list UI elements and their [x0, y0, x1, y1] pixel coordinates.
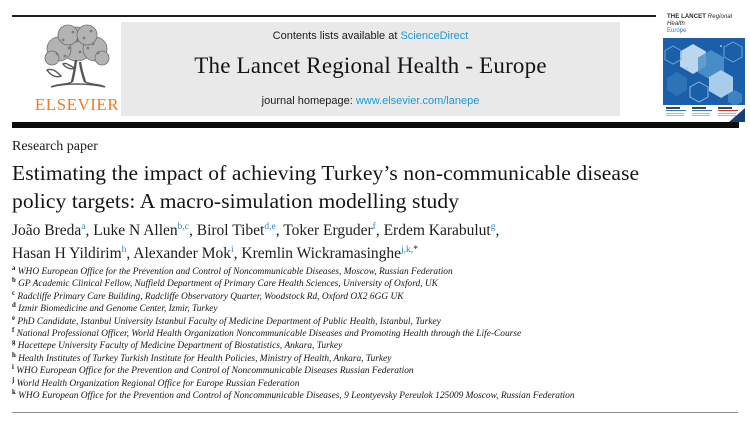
author-affiliation-superscript: j,k,* — [401, 244, 418, 255]
affiliation-superscript: d — [12, 302, 16, 310]
cover-footer-columns — [663, 105, 745, 122]
affiliation-row: $^i$ WHO European Office for the Prevention and Control of Noncommunicable Diseases Russian Federation — [12, 364, 414, 377]
affiliation-superscript: j — [12, 376, 15, 384]
author-name: Kremlin Wickramasinghe$^{j,k,*}$ — [241, 244, 418, 262]
header-top-rule — [12, 15, 656, 17]
affiliation-row: $^a$ WHO European Office for the Prevention and Control of Noncommunicable Diseases, Moscow, Russian Federation — [12, 264, 453, 277]
journal-cover-thumbnail[interactable] — [663, 10, 745, 122]
affiliation-superscript: i — [12, 364, 14, 372]
author-affiliation-superscript: d,e — [264, 221, 276, 232]
author-affiliation-superscript: h — [121, 244, 127, 255]
elsevier-wordmark: ELSEVIER — [34, 95, 120, 114]
elsevier-logo[interactable] — [34, 22, 120, 115]
cover-hexagon-art — [663, 38, 745, 105]
contents-line-text: Contents lists available at — [272, 30, 401, 42]
header-divider-bar — [12, 122, 739, 128]
article-type-label: Research paper — [12, 139, 98, 154]
cover-region-label: Europe — [667, 27, 687, 34]
author-name: Luke N Allen$^{b,c}$ — [93, 221, 189, 239]
affiliation-superscript: h — [12, 351, 16, 359]
homepage-line — [121, 95, 620, 107]
affiliation-row: $^j$ World Health Organization Regional Office for Europe Russian Federation — [12, 376, 300, 389]
affiliation-superscript: b — [12, 277, 16, 285]
author-list: João Breda$^a$, Luke N Allen$^{b,c}$, Birol Tibet$^{d,e}$, Toker Erguder$^f$, Erdem Karabulut$^g$, Hasan H Yildirim$^h$, Alexander Mok$^i$, Kremlin Wickramasinghe$^{j,k,*}$ — [12, 221, 500, 262]
contents-line — [121, 22, 620, 42]
author-name: Birol Tibet$^{d,e}$ — [196, 221, 276, 239]
affiliation-superscript: f — [12, 326, 15, 334]
affiliation-superscript: a — [12, 264, 16, 272]
author-name: Toker Erguder$^f$ — [283, 221, 376, 239]
corresponding-author-asterisk: * — [413, 244, 418, 255]
affiliation-superscript: c — [12, 289, 16, 297]
author-affiliation-superscript: i — [231, 244, 234, 255]
affiliation-row: $^d$ Izmir Biomedicine and Genome Center, Izmir, Turkey — [12, 302, 218, 315]
author-affiliation-superscript: g — [490, 221, 496, 232]
section-divider-rule — [12, 412, 738, 413]
affiliation-superscript: k — [12, 388, 16, 396]
affiliation-superscript: g — [12, 339, 16, 347]
affiliation-row: $^h$ Health Institutes of Turkey Turkish Institute for Health Policies, Ministry of Health, Ankara, Turkey — [12, 351, 392, 364]
author-name: Alexander Mok$^i$ — [133, 244, 234, 262]
affiliation-superscript: e — [12, 314, 16, 322]
sciencedirect-link[interactable]: ScienceDirect — [400, 30, 469, 42]
cover-corner-triangle — [729, 108, 745, 122]
cover-title: THE LANCET Regional Health — [667, 14, 733, 27]
affiliation-row: $^f$ National Professional Officer, World Health Organization Noncommunicable Diseases and Promoting Health through the Life-Course — [12, 326, 522, 340]
cover-footer-column — [666, 107, 688, 122]
article-title: Estimating the impact of achieving Turkey’s non-communicable disease policy targets: A macro-simulation modelling study — [12, 161, 640, 213]
journal-masthead — [121, 22, 620, 116]
author-affiliation-superscript: a — [81, 221, 86, 232]
journal-title: The Lancet Regional Health - Europe — [194, 53, 547, 78]
author-name: Erdem Karabulut$^g$ — [383, 221, 496, 239]
homepage-line-text: journal homepage: — [261, 95, 356, 107]
affiliation-row: $^c$ Radcliffe Primary Care Building, Radcliffe Observatory Quarter, Woodstock Rd, Oxford OX2 6GG UK — [12, 289, 404, 302]
affiliation-row: $^e$ PhD Candidate, Istanbul University Istanbul Faculty of Medicine Department of Public Health, Istanbul, Turkey — [12, 314, 441, 327]
affiliation-list — [12, 266, 738, 402]
author-affiliation-superscript: b,c — [177, 221, 189, 232]
cover-footer-column — [692, 107, 714, 122]
author-affiliation-superscript: f — [372, 221, 376, 232]
affiliation-row: $^k$ WHO European Office for the Prevention and Control of Noncommunicable Diseases, 9 Leontyevsky Pereulok 125009 Moscow, Russian Federation — [12, 388, 575, 402]
affiliation-row: $^g$ Hacettepe University Faculty of Medicine Department of Biostatistics, Ankara, Turkey — [12, 339, 343, 352]
journal-homepage-link[interactable]: www.elsevier.com/lanepe — [355, 95, 480, 107]
author-name: João Breda$^a$ — [12, 221, 86, 239]
author-name: Hasan H Yildirim$^h$ — [12, 244, 127, 262]
cover-header — [663, 10, 745, 38]
elsevier-tree-icon — [39, 22, 115, 94]
affiliation-row: $^b$ GP Academic Clinical Fellow, Nuffield Department of Primary Care Health Sciences, University of Oxford, UK — [12, 277, 438, 290]
